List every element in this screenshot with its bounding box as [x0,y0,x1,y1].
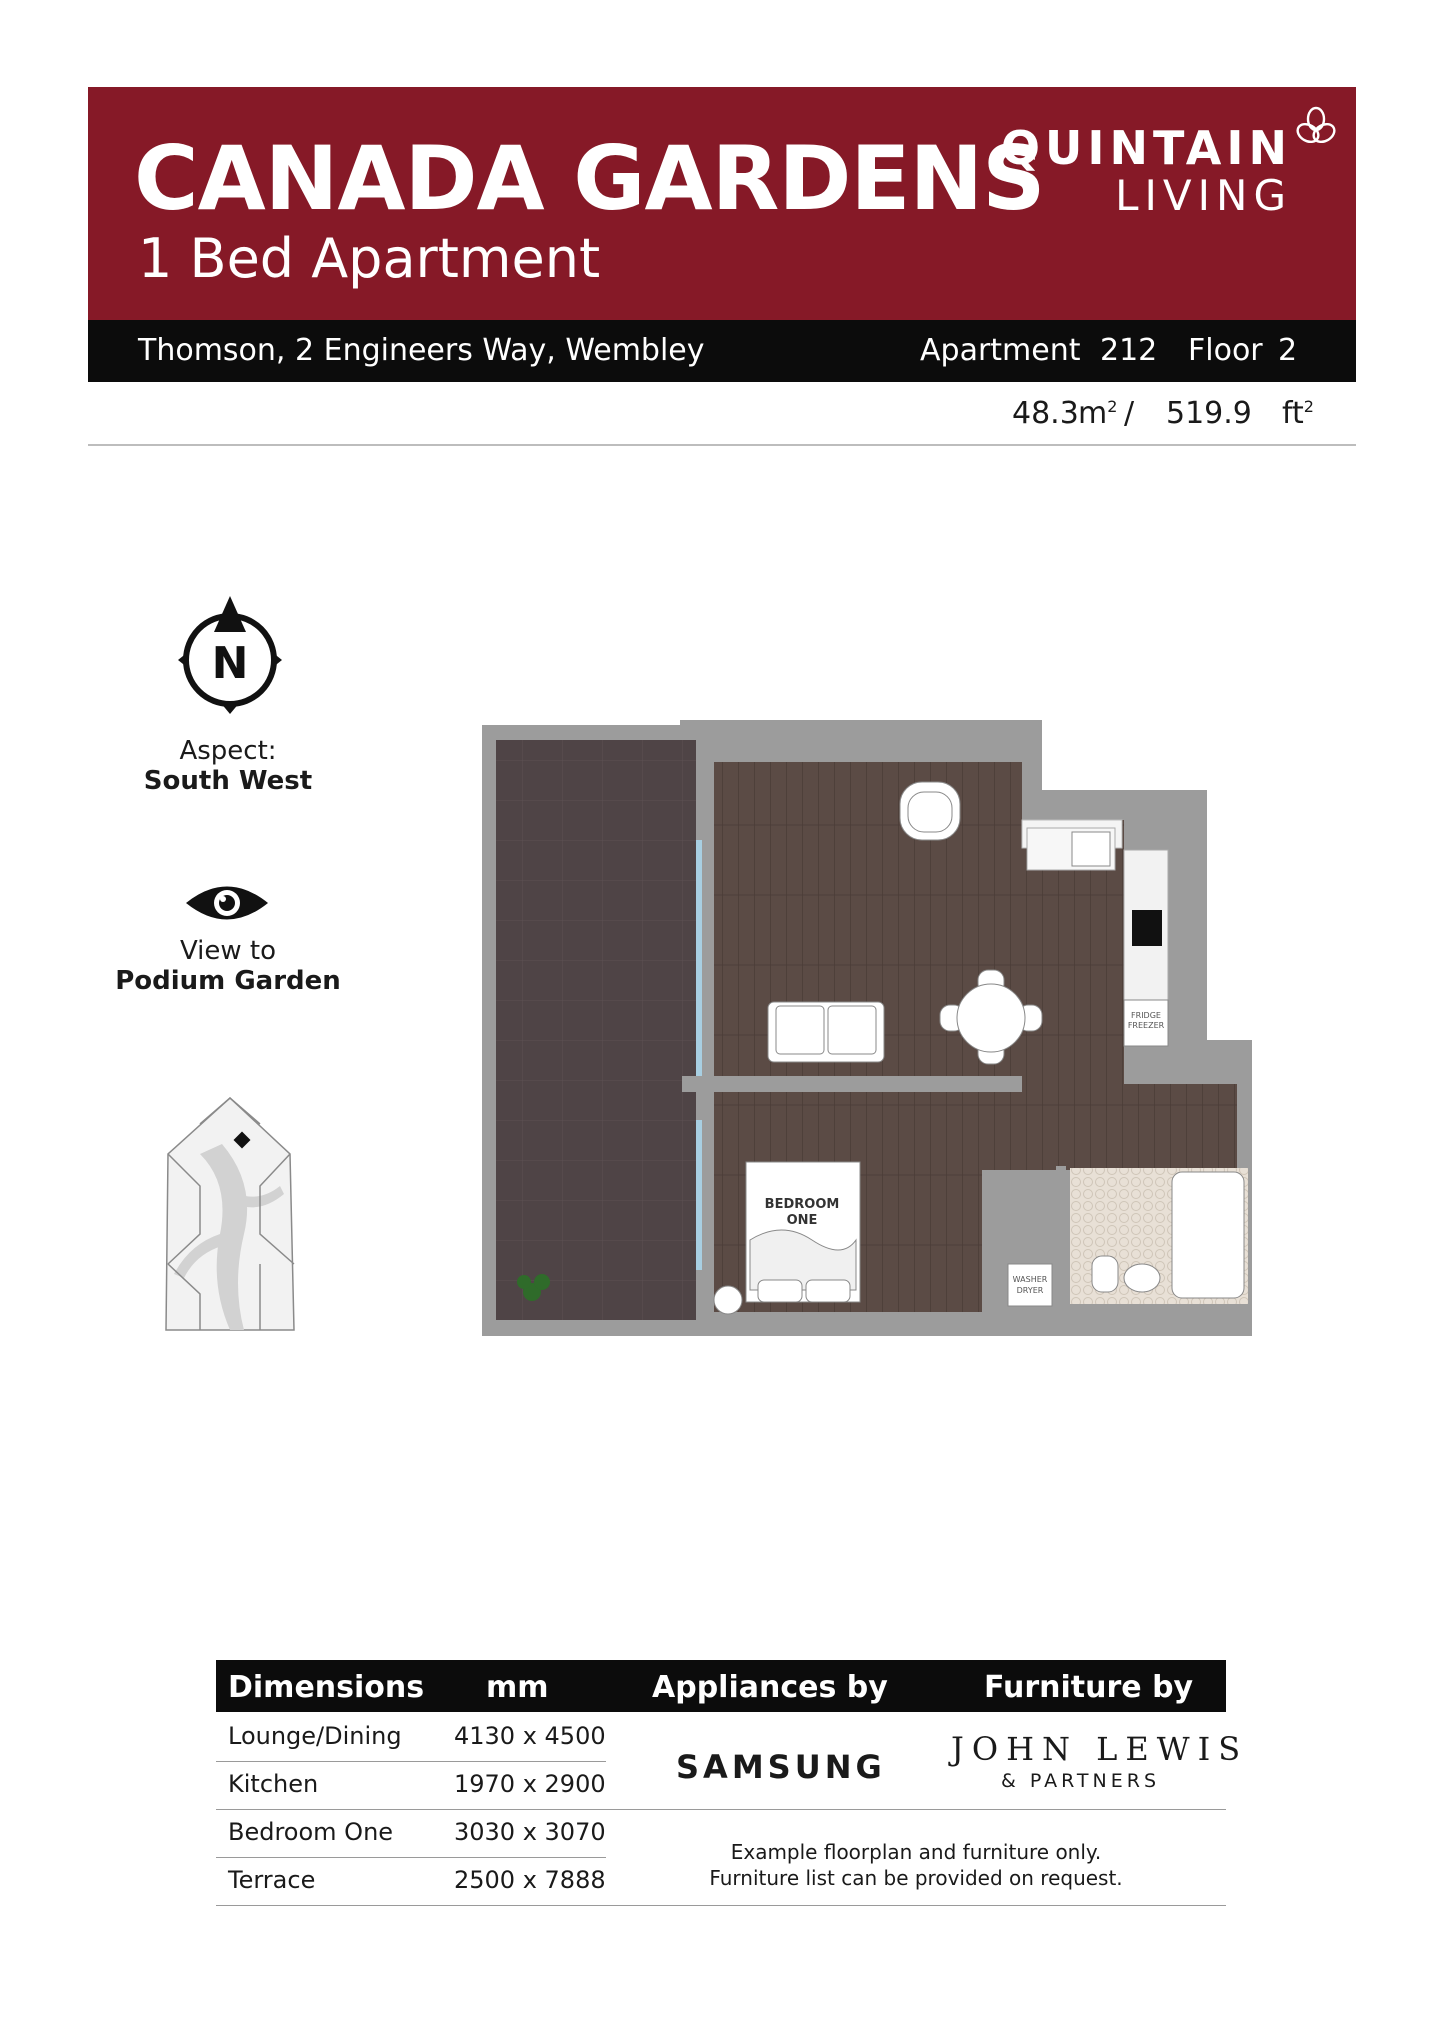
area-ft2-value: 519.9 [1166,396,1252,431]
room-name: Lounge/Dining [228,1722,402,1750]
view-label: View to [179,936,277,966]
floorplan [482,720,1252,1340]
apartment-number: 212 [1100,333,1158,368]
table-row [216,1818,606,1850]
floor-number: 2 [1278,333,1298,368]
svg-text:WASHER: WASHER [1012,1275,1048,1284]
room-size: 4130 x 4500 [454,1722,606,1750]
brand-name-top: QUINTAIN [1000,121,1292,175]
john-lewis-logo: JOHN LEWIS [951,1730,1249,1768]
page-subtitle: 1 Bed Apartment [138,227,601,290]
eye-icon [182,878,272,928]
north-arrow-icon [170,592,290,716]
key-plan [160,1094,300,1334]
header-mm: mm [486,1670,549,1705]
page-title: CANADA GARDENS [134,127,1045,230]
area-m2-value: 48.3 [1012,396,1079,431]
room-size: 3030 x 3070 [454,1818,606,1846]
trefoil-icon [1294,105,1338,149]
divider [88,444,1356,446]
table-row [216,1866,606,1898]
table-row [216,1722,606,1754]
dimensions-table [216,1660,1249,1920]
room-name: Bedroom One [228,1818,394,1846]
svg-text:FREEZER: FREEZER [1127,1021,1165,1030]
brand-logo [1000,121,1292,220]
svg-text:FRIDGE: FRIDGE [1131,1011,1161,1020]
area-m2-unit: $m^2$ [1078,396,1118,431]
row-divider [216,1905,1226,1906]
table-row [216,1770,606,1802]
room-name: Terrace [228,1866,316,1894]
svg-text:N: N [211,638,249,689]
disclaimer-line-2: Furniture list can be provided on request. [709,1866,1123,1890]
samsung-logo: SAMSUNG [676,1748,886,1786]
header-banner [88,87,1356,320]
svg-text:BEDROOM: BEDROOM [764,1197,840,1212]
apartment-label: Apartment [920,333,1081,368]
room-size: 1970 x 2900 [454,1770,606,1798]
john-lewis-subtitle: & PARTNERS [1001,1770,1161,1792]
svg-text:DRYER: DRYER [1016,1286,1044,1295]
floor-label: Floor [1188,333,1263,368]
aspect-value: South West [143,766,313,796]
header-furniture: Furniture by [984,1670,1194,1705]
header-appliances: Appliances by [652,1670,888,1705]
header-dimensions: Dimensions [228,1670,425,1705]
room-size: 2500 x 7888 [454,1866,606,1894]
row-divider [216,1809,1226,1810]
row-divider [216,1761,606,1762]
area-row [0,396,1432,436]
svg-text:ONE: ONE [786,1213,818,1228]
aspect-label: Aspect: [179,736,277,766]
row-divider [216,1857,606,1858]
view-value: Podium Garden [115,966,341,996]
brand-name-bottom: LIVING [1115,171,1292,220]
disclaimer-line-1: Example floorplan and furniture only. [730,1840,1102,1864]
address-text: Thomson, 2 Engineers Way, Wembley [138,333,705,368]
room-name: Kitchen [228,1770,319,1798]
table-header [216,1660,1226,1712]
area-ft2-unit: $ft^2$ [1282,396,1314,431]
area-separator: / [1124,396,1135,431]
address-bar [88,320,1356,382]
